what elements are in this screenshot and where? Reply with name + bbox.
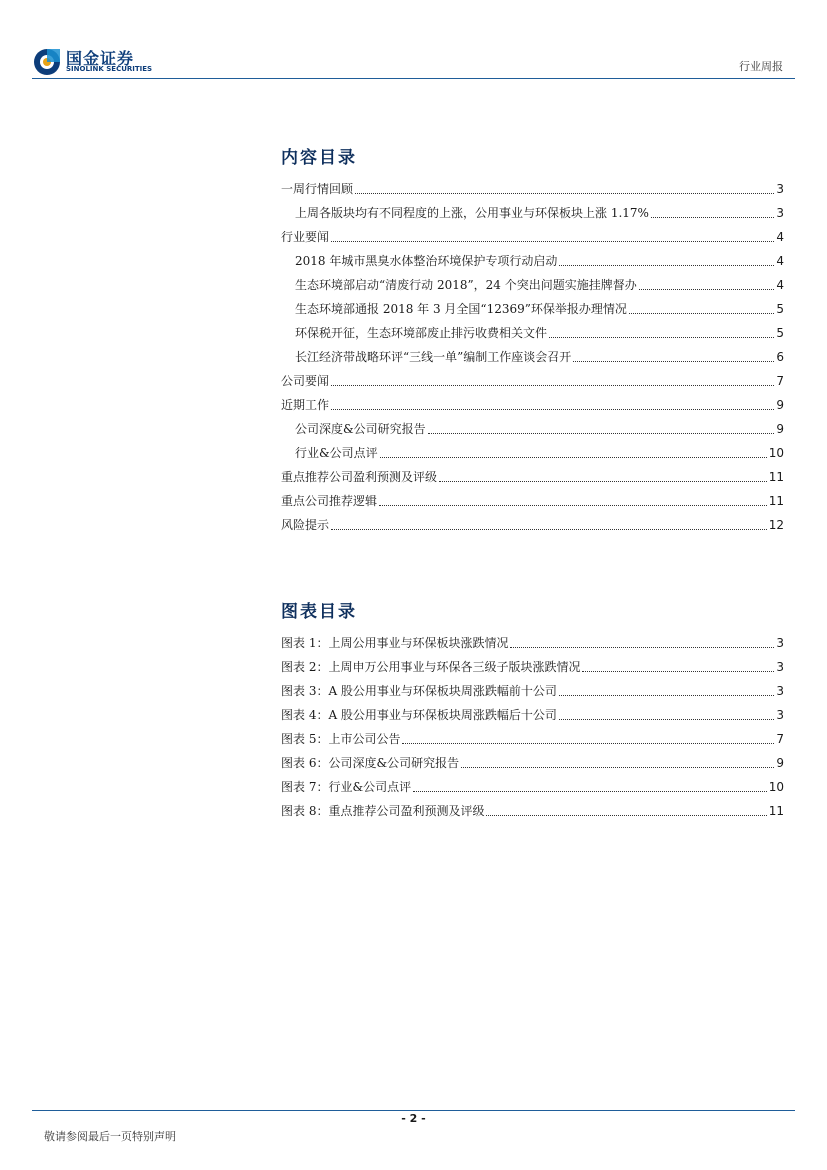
dot-leader xyxy=(331,241,774,242)
content-toc-entry-page: 10 xyxy=(768,446,784,460)
dot-leader xyxy=(379,505,767,506)
page-header xyxy=(0,0,827,80)
content-toc-entry-page: 6 xyxy=(776,350,784,364)
content-toc-entry-text: 近期工作 xyxy=(281,398,330,412)
dot-leader xyxy=(582,671,774,672)
dot-leader xyxy=(639,289,775,290)
content-toc-entry-page: 3 xyxy=(776,206,784,220)
dot-leader xyxy=(573,361,774,362)
content-toc-entry-text: 行业&公司点评 xyxy=(295,446,378,460)
content-toc-entry-text: 环保税开征，生态环境部废止排污收费相关文件 xyxy=(295,326,548,340)
logo-chinese-name: 国金证券 xyxy=(66,49,135,68)
content-toc-entry-page: 9 xyxy=(776,398,784,412)
content-toc-entry-page: 4 xyxy=(776,278,784,292)
content-toc-entry-text: 生态环境部启动“清废行动 2018”，24 个突出问题实施挂牌督办 xyxy=(295,278,637,292)
dot-leader xyxy=(439,481,767,482)
content-toc-entry[interactable] xyxy=(281,417,784,441)
content-toc-entry-page: 3 xyxy=(776,182,784,196)
dot-leader xyxy=(629,313,774,314)
figure-toc-entry-text: 图表 6：公司深度&公司研究报告 xyxy=(281,756,460,770)
content-toc-entry[interactable] xyxy=(281,441,784,465)
content-toc-entry-page: 5 xyxy=(776,326,784,340)
dot-leader xyxy=(355,193,774,194)
report-type: 行业周报 xyxy=(739,60,783,73)
content-toc-entry[interactable] xyxy=(281,513,784,537)
figure-toc-entry-page: 3 xyxy=(776,684,784,698)
content-toc xyxy=(281,143,784,537)
figure-toc-title: 图表目录 xyxy=(281,602,357,622)
content-toc-entry-page: 7 xyxy=(776,374,784,388)
company-logo xyxy=(32,47,172,79)
dot-leader xyxy=(402,743,774,744)
figure-toc-entry-page: 9 xyxy=(776,756,784,770)
content-toc-entry-page: 11 xyxy=(768,470,784,484)
page-number: - 2 - xyxy=(401,1112,426,1125)
dot-leader xyxy=(510,647,774,648)
figure-toc-entry-page: 3 xyxy=(776,636,784,650)
content-toc-title: 内容目录 xyxy=(281,148,357,168)
content-toc-entry-text: 重点公司推荐逻辑 xyxy=(281,494,378,508)
figure-toc-entry[interactable] xyxy=(281,751,784,775)
logo-mark-icon xyxy=(32,47,62,77)
figure-toc-entry[interactable] xyxy=(281,631,784,655)
figure-toc-entry-text: 图表 4：A 股公用事业与环保板块周涨跌幅后十公司 xyxy=(281,708,557,722)
content-toc-entry[interactable] xyxy=(281,273,784,297)
dot-leader xyxy=(380,457,767,458)
dot-leader xyxy=(559,719,774,720)
content-toc-entry-text: 重点推荐公司盈利预测及评级 xyxy=(281,470,438,484)
figure-toc-entry[interactable] xyxy=(281,679,784,703)
content-toc-entry-text: 2018 年城市黑臭水体整治环境保护专项行动启动 xyxy=(295,254,558,268)
content-toc-entry[interactable] xyxy=(281,369,784,393)
content-toc-entry[interactable] xyxy=(281,225,784,249)
header-divider xyxy=(32,78,795,79)
content-toc-entry-text: 公司要闻 xyxy=(281,374,330,388)
figure-toc-entry-page: 3 xyxy=(776,708,784,722)
figure-toc-entry-page: 11 xyxy=(768,804,784,818)
content-toc-entry-page: 4 xyxy=(776,254,784,268)
dot-leader xyxy=(461,767,774,768)
dot-leader xyxy=(331,409,774,410)
figure-toc-entry-text: 图表 8：重点推荐公司盈利预测及评级 xyxy=(281,804,485,818)
figure-toc-entry[interactable] xyxy=(281,799,784,823)
footer-disclaimer: 敬请参阅最后一页特别声明 xyxy=(44,1130,176,1143)
dot-leader xyxy=(559,695,774,696)
figure-toc-entry[interactable] xyxy=(281,655,784,679)
dot-leader xyxy=(486,815,766,816)
footer-divider xyxy=(32,1110,795,1111)
figure-toc-entry[interactable] xyxy=(281,703,784,727)
content-toc-entry-text: 一周行情回顾 xyxy=(281,182,354,196)
content-toc-entry-page: 11 xyxy=(768,494,784,508)
figure-toc-entry-page: 10 xyxy=(768,780,784,794)
dot-leader xyxy=(331,385,774,386)
figure-toc-entry-text: 图表 5：上市公司公告 xyxy=(281,732,401,746)
content-toc-entry-text: 公司深度&公司研究报告 xyxy=(295,422,426,436)
figure-toc-entry-text: 图表 7：行业&公司点评 xyxy=(281,780,412,794)
figure-toc-entry-page: 3 xyxy=(776,660,784,674)
content-toc-entry-text: 风险提示 xyxy=(281,518,330,532)
content-toc-entry[interactable] xyxy=(281,201,784,225)
figure-toc xyxy=(281,597,784,823)
figure-toc-entry-text: 图表 2：上周申万公用事业与环保各三级子版块涨跌情况 xyxy=(281,660,581,674)
dot-leader xyxy=(559,265,774,266)
content-toc-entry-page: 9 xyxy=(776,422,784,436)
logo-english-name: SINOLINK SECURITIES xyxy=(66,65,153,73)
figure-toc-entry-text: 图表 3：A 股公用事业与环保板块周涨跌幅前十公司 xyxy=(281,684,557,698)
content-toc-entry[interactable] xyxy=(281,345,784,369)
content-toc-list xyxy=(281,177,784,537)
dot-leader xyxy=(651,217,774,218)
content-toc-entry[interactable] xyxy=(281,465,784,489)
dot-leader xyxy=(428,433,775,434)
dot-leader xyxy=(331,529,767,530)
content-toc-entry-text: 长江经济带战略环评“三线一单”编制工作座谈会召开 xyxy=(295,350,572,364)
content-toc-entry-text: 生态环境部通报 2018 年 3 月全国“12369”环保举报办理情况 xyxy=(295,302,627,316)
content-toc-entry[interactable] xyxy=(281,321,784,345)
content-toc-entry-page: 4 xyxy=(776,230,784,244)
content-toc-entry-page: 12 xyxy=(768,518,784,532)
figure-toc-entry[interactable] xyxy=(281,727,784,751)
figure-toc-entry-text: 图表 1：上周公用事业与环保板块涨跌情况 xyxy=(281,636,509,650)
figure-toc-list xyxy=(281,631,784,823)
content-toc-entry[interactable] xyxy=(281,249,784,273)
content-toc-entry[interactable] xyxy=(281,297,784,321)
dot-leader xyxy=(549,337,774,338)
content-toc-entry-text: 上周各版块均有不同程度的上涨，公用事业与环保板块上涨 1.17% xyxy=(295,206,649,220)
content-toc-entry[interactable] xyxy=(281,489,784,513)
content-toc-entry-text: 行业要闻 xyxy=(281,230,330,244)
figure-toc-entry-page: 7 xyxy=(776,732,784,746)
content-toc-entry-page: 5 xyxy=(776,302,784,316)
figure-toc-entry[interactable] xyxy=(281,775,784,799)
content-toc-entry[interactable] xyxy=(281,393,784,417)
dot-leader xyxy=(413,791,767,792)
content-toc-entry[interactable] xyxy=(281,177,784,201)
